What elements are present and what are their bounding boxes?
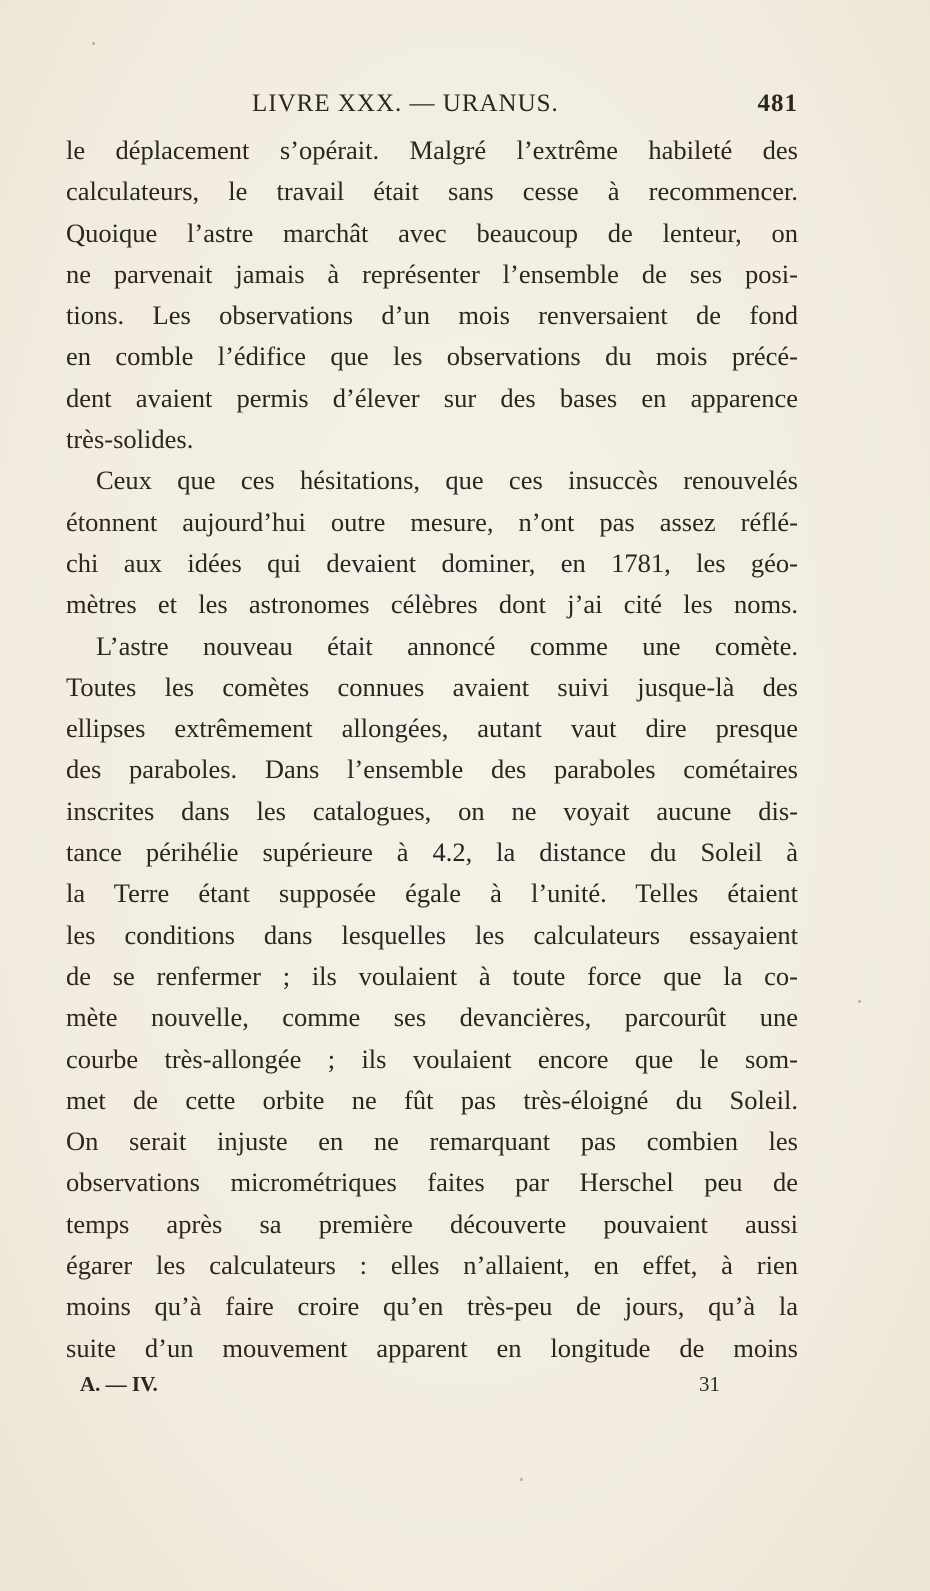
running-title: LIVRE XXX. — URANUS. <box>252 90 559 117</box>
text-line: temps après sa première découverte pouvaient aussi <box>66 1208 798 1239</box>
text-line: calculateurs, le travail était sans cesse à recommencer. <box>66 176 798 207</box>
text-line: la Terre étant supposée égale à l’unité. Telles étaient <box>66 878 798 909</box>
text-line: L’astre nouveau était annoncé comme une comète. <box>96 630 798 661</box>
text-line: Ceux que ces hésitations, que ces insuccès renouvelés <box>96 465 798 496</box>
text-line: Toutes les comètes connues avaient suivi jusque-là des <box>66 671 798 702</box>
sheet-number: 31 <box>699 1372 720 1396</box>
text-line: très-solides. <box>66 424 194 455</box>
text-line: tance périhélie supérieure à 4.2, la distance du Soleil à <box>66 837 798 868</box>
text-line: courbe très-allongée ; ils voulaient encore que le som- <box>66 1043 798 1074</box>
text-line: inscrites dans les catalogues, on ne voyait aucune dis- <box>66 795 798 826</box>
text-line: chi aux idées qui devaient dominer, en 1781, les géo- <box>66 547 798 578</box>
body-text <box>66 130 798 1369</box>
text-line: ellipses extrêmement allongées, autant vaut dire presque <box>66 713 798 744</box>
text-line: ne parvenait jamais à représenter l’ensemble de ses posi- <box>66 258 798 289</box>
text-line: le déplacement s’opérait. Malgré l’extrême habileté des <box>66 135 798 165</box>
printer-signature: A. — IV. <box>80 1372 158 1396</box>
text-line: On serait injuste en ne remarquant pas combien les <box>66 1126 798 1157</box>
text-line: dent avaient permis d’élever sur des bases en apparence <box>66 382 798 413</box>
text-line: tions. Les observations d’un mois renversaient de fond <box>66 300 798 331</box>
text-line: met de cette orbite ne fût pas très-éloigné du Soleil. <box>66 1084 798 1115</box>
text-line: étonnent aujourd’hui outre mesure, n’ont pas assez réflé- <box>66 506 798 537</box>
paper-speck <box>92 42 95 45</box>
text-line: de se renfermer ; ils voulaient à toute force que la co- <box>66 960 798 991</box>
paper-speck <box>520 1478 523 1481</box>
paper-speck <box>858 1000 861 1003</box>
text-line: les conditions dans lesquelles les calculateurs essayaient <box>66 919 798 950</box>
page-number: 481 <box>757 90 798 117</box>
text-line: égarer les calculateurs : elles n’allaient, en effet, à rien <box>66 1250 798 1281</box>
page-footer <box>80 1372 720 1402</box>
text-line: suite d’un mouvement apparent en longitude de moins <box>66 1332 798 1363</box>
text-line: Quoique l’astre marchât avec beaucoup de lenteur, on <box>66 217 798 248</box>
text-line: des paraboles. Dans l’ensemble des paraboles cométaires <box>66 754 798 785</box>
text-line: observations micrométriques faites par Herschel peu de <box>66 1167 798 1198</box>
page-header <box>66 90 798 126</box>
text-line: mète nouvelle, comme ses devancières, parcourût une <box>66 1002 798 1033</box>
text-line: moins qu’à faire croire qu’en très-peu de jours, qu’à la <box>66 1291 798 1322</box>
text-line: mètres et les astronomes célèbres dont j’ai cité les noms. <box>66 589 798 620</box>
text-line: en comble l’édifice que les observations du mois précé- <box>66 341 798 372</box>
